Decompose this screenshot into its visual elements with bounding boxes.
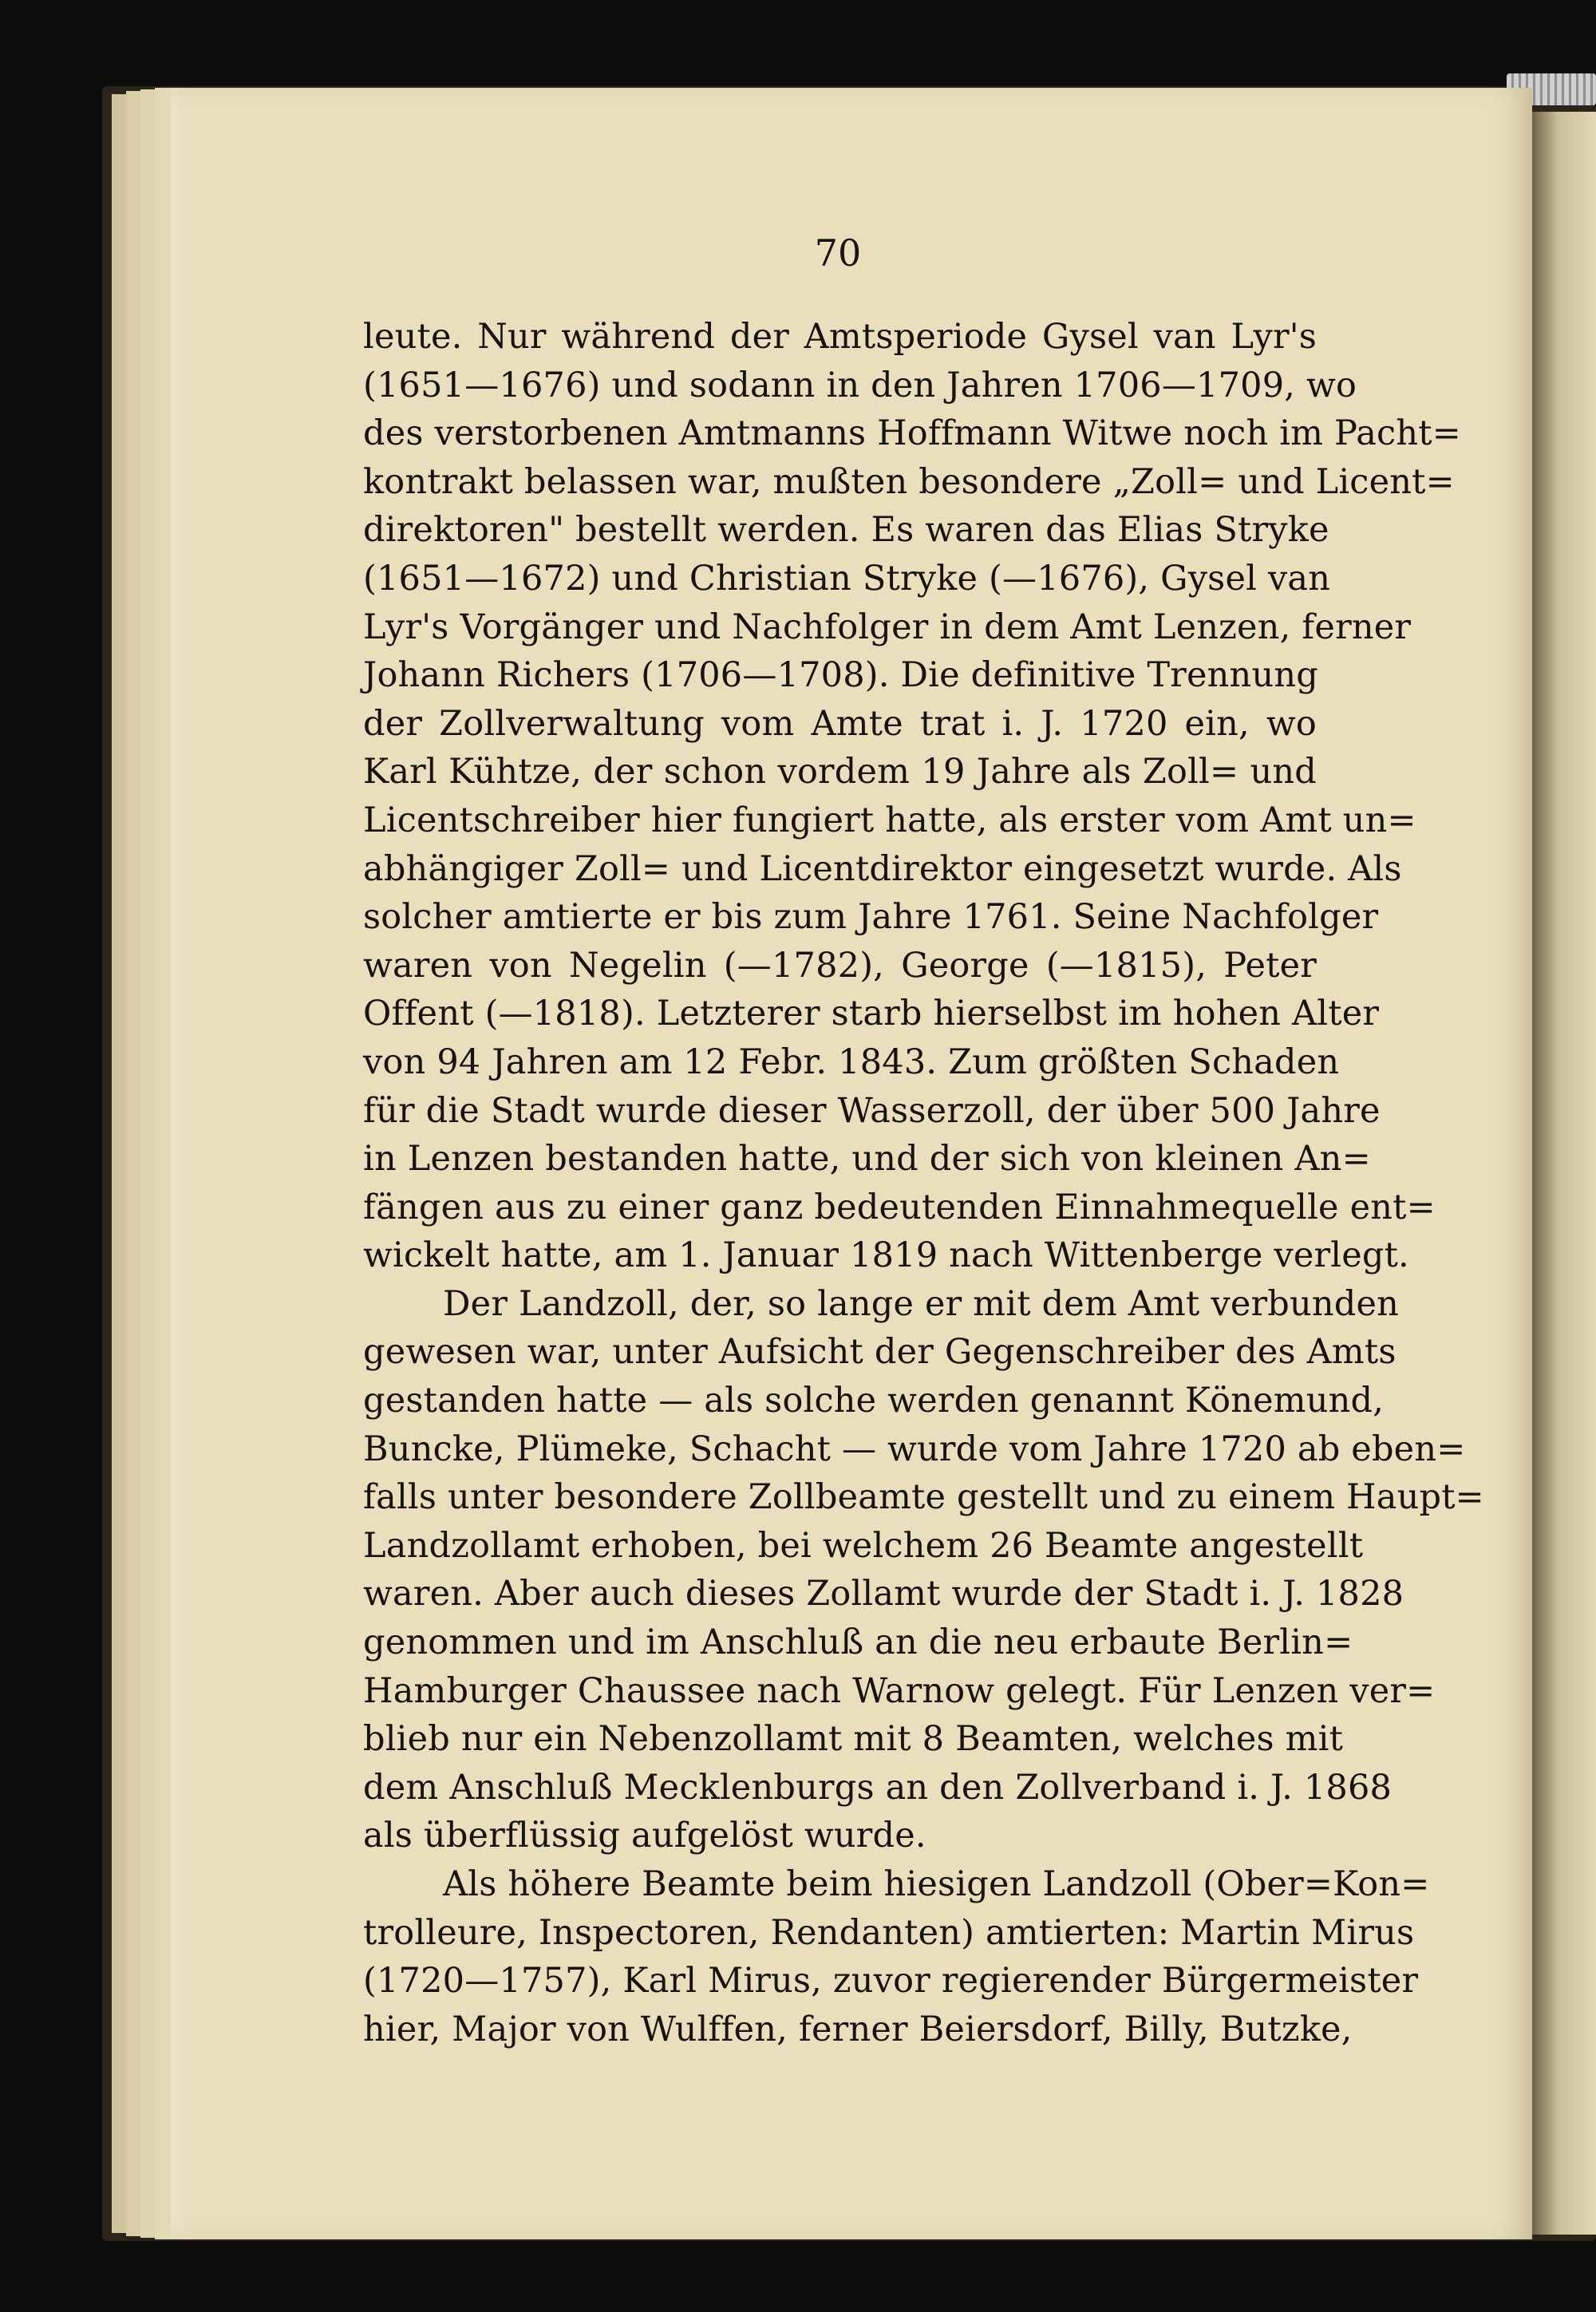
text-line: von 94 Jahren am 12 Febr. 1843. Zum größten Schaden <box>363 1041 1340 1082</box>
text-line: Als höhere Beamte beim hiesigen Landzoll (Ober=Kon= <box>443 1864 1430 1904</box>
text-line: Hamburger Chaussee nach Warnow gelegt. Für Lenzen ver= <box>363 1670 1436 1711</box>
paragraph <box>363 1280 1484 1860</box>
text-line: solcher amtierte er bis zum Jahre 1761. Seine Nachfolger <box>363 897 1379 938</box>
text-line: des verstorbenen Amtmanns Hoffmann Witwe noch im Pacht= <box>363 413 1461 454</box>
text-line: (1651—1676) und sodann in den Jahren 1706—1709, wo <box>363 365 1357 405</box>
text-line: waren von Negelin (—1782), George (—1815), Peter <box>363 945 1317 986</box>
text-line: direktoren" bestellt werden. Es waren das Elias Stryke <box>363 510 1329 551</box>
text-line: genommen und im Anschluß an die neu erbaute Berlin= <box>363 1622 1353 1663</box>
text-line: falls unter besondere Zollbeamte gestellt und zu einem Haupt= <box>363 1477 1484 1518</box>
text-line: wickelt hatte, am 1. Januar 1819 nach Wittenberge verlegt. <box>363 1235 1409 1276</box>
text-line: Lyr's Vorgänger und Nachfolger in dem Amt Lenzen, ferner <box>363 607 1412 647</box>
text-line: Der Landzoll, der, so lange er mit dem Amt verbunden <box>443 1283 1400 1324</box>
page-number: 70 <box>814 231 862 275</box>
text-line: hier, Major von Wulffen, ferner Beiersdorf, Billy, Butzke, <box>363 2009 1353 2049</box>
text-line: in Lenzen bestanden hatte, und der sich von kleinen An= <box>363 1139 1371 1180</box>
text-line: trolleure, Inspectoren, Rendanten) amtierten: Martin Mirus <box>363 1912 1415 1953</box>
text-line: Offent (—1818). Letzterer starb hierselbst im hohen Alter <box>363 994 1380 1034</box>
text-line: waren. Aber auch dieses Zollamt wurde der Stadt i. J. 1828 <box>363 1574 1404 1614</box>
text-line: Licentschreiber hier fungiert hatte, als erster vom Amt un= <box>363 800 1416 840</box>
text-line: (1720—1757), Karl Mirus, zuvor regierender Bürgermeister <box>363 1961 1419 2002</box>
text-line: Buncke, Plümeke, Schacht — wurde vom Jahre 1720 ab eben= <box>363 1429 1466 1469</box>
text-line: fängen aus zu einer ganz bedeutenden Einnahmequelle ent= <box>363 1187 1436 1227</box>
text-line: dem Anschluß Mecklenburgs an den Zollverband i. J. 1868 <box>363 1767 1393 1808</box>
paragraph <box>363 1860 1430 2053</box>
text-line: für die Stadt wurde dieser Wasserzoll, der über 500 Jahre <box>363 1090 1381 1131</box>
paragraph <box>363 313 1461 1280</box>
text-line: blieb nur ein Nebenzollamt mit 8 Beamten, welches mit <box>363 1719 1344 1760</box>
text-line: als überflüssig aufgelöst wurde. <box>363 1816 926 1856</box>
text-line: kontrakt belassen war, mußten besondere „Zoll= und Licent= <box>363 461 1455 502</box>
text-line: der Zollverwaltung vom Amte trat i. J. 1720 ein, wo <box>363 703 1317 744</box>
text-line: Landzollamt erhoben, bei welchem 26 Beamte angestellt <box>363 1525 1364 1566</box>
book-gutter <box>1532 112 1596 2235</box>
text-line: gestanden hatte — als solche werden genannt Könemund, <box>363 1381 1385 1421</box>
body-text <box>363 313 1484 2053</box>
text-line: gewesen war, unter Aufsicht der Gegenschreiber des Amts <box>363 1332 1396 1373</box>
text-line: Karl Kühtze, der schon vordem 19 Jahre als Zoll= und <box>363 752 1317 792</box>
text-line: leute. Nur während der Amtsperiode Gysel van Lyr's <box>363 317 1317 357</box>
text-line: (1651—1672) und Christian Stryke (—1676), Gysel van <box>363 558 1331 599</box>
text-line: abhängiger Zoll= und Licentdirektor eingesetzt wurde. Als <box>363 848 1402 889</box>
text-line: Johann Richers (1706—1708). Die definitive Trennung <box>363 655 1318 696</box>
